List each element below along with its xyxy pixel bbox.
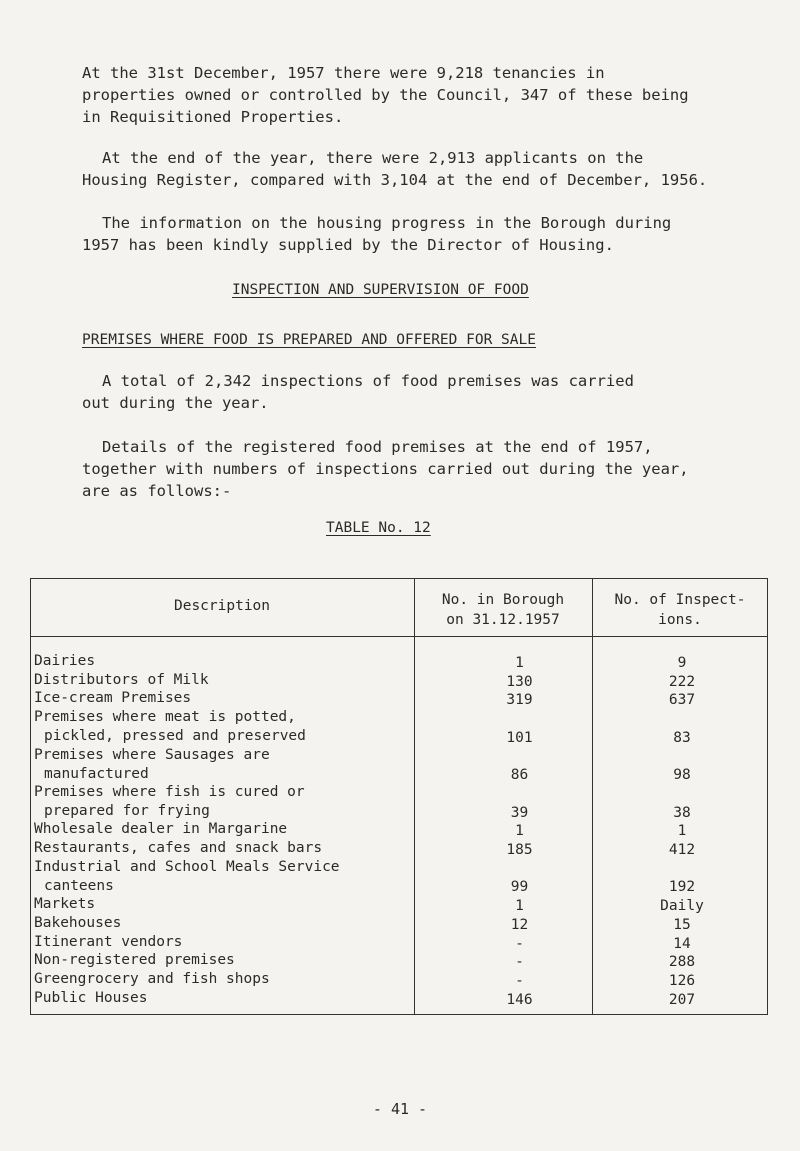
table-row	[32, 989, 768, 1008]
row-inspections: 222	[668, 673, 696, 690]
description-line: Markets	[34, 896, 96, 913]
description-line: Dairies	[34, 653, 96, 669]
row-description	[34, 970, 419, 989]
row-description	[34, 652, 419, 671]
header-line: No. of Inspect-	[614, 592, 746, 608]
header-line: ions.	[658, 612, 702, 628]
row-inspections: 15	[673, 916, 691, 933]
description-line: Public Houses	[34, 989, 148, 1006]
description-line: canteens	[44, 877, 114, 894]
table-row	[32, 858, 768, 895]
table-row	[32, 933, 768, 952]
description-line: Greengrocery and fish shops	[34, 970, 270, 987]
text-line: At the 31st December, 1957 there were 9,218 tenancies in	[82, 64, 605, 82]
description-line: Ice-cream Premises	[34, 690, 192, 707]
table-row	[32, 671, 768, 690]
row-description	[34, 839, 419, 858]
table-row	[32, 895, 768, 914]
row-inspections: 98	[673, 767, 691, 784]
row-inspections: 9	[677, 655, 687, 671]
row-inspections: Daily	[660, 898, 704, 915]
description-line: Premises where Sausages are	[34, 746, 270, 763]
text-line: together with numbers of inspections carried out during the year,	[82, 460, 689, 478]
row-description	[34, 689, 419, 708]
row-borough-count: 39	[510, 804, 529, 821]
description-line: Industrial and School Meals Service	[34, 858, 340, 875]
row-borough-count: 99	[510, 879, 529, 896]
description-line: prepared for frying	[44, 802, 210, 819]
row-inspections: 126	[668, 972, 696, 989]
description-line: Non-registered premises	[34, 952, 235, 969]
row-inspections: 412	[668, 842, 696, 858]
description-line: pickled, pressed and preserved	[44, 728, 306, 745]
row-borough-count: 319	[506, 692, 533, 709]
row-borough-count: 86	[510, 767, 529, 784]
heading-inspection: INSPECTION AND SUPERVISION OF FOOD	[232, 282, 529, 298]
text-line: out during the year.	[82, 394, 269, 412]
description-line: Restaurants, cafes and snack bars	[34, 840, 323, 856]
header-line: on 31.12.1957	[446, 612, 560, 628]
row-description	[34, 820, 419, 839]
row-description	[34, 951, 419, 970]
description-line: Wholesale dealer in Margarine	[34, 821, 288, 838]
row-inspections: 83	[673, 729, 691, 746]
row-borough-count: 1	[515, 655, 524, 671]
table-row	[32, 689, 768, 708]
description-line: Premises where meat is potted,	[34, 709, 296, 726]
row-description	[34, 671, 419, 690]
row-inspections: 38	[673, 804, 691, 821]
heading-premises: PREMISES WHERE FOOD IS PREPARED AND OFFERED FOR SALE	[82, 332, 536, 348]
row-borough-count: -	[515, 972, 524, 989]
row-description	[34, 746, 419, 784]
row-inspections: 14	[673, 935, 691, 952]
text-line: properties owned or controlled by the Council, 347 of these being	[82, 86, 689, 104]
page-number: - 41 -	[372, 1100, 428, 1118]
paragraph-housing-progress	[82, 212, 762, 256]
text-line: 1957 has been kindly supplied by the Director of Housing.	[82, 236, 614, 254]
text-line: The information on the housing progress in the Borough during	[102, 214, 672, 232]
text-line: At the end of the year, there were 2,913 applicants on the	[102, 149, 644, 167]
row-description	[34, 989, 419, 1008]
description-line: Premises where fish is cured or	[34, 783, 305, 800]
table-row	[32, 708, 768, 745]
row-borough-count: 1	[515, 898, 524, 915]
row-borough-count: -	[515, 954, 524, 971]
row-borough-count: 101	[506, 729, 533, 746]
description-line: Itinerant vendors	[34, 933, 183, 950]
row-description	[34, 783, 419, 821]
table-row	[32, 652, 768, 671]
description-line: manufactured	[44, 765, 149, 782]
table-row	[32, 914, 768, 933]
row-description	[34, 858, 419, 896]
header-line: No. in Borough	[441, 592, 565, 608]
row-borough-count: 130	[506, 673, 533, 690]
table-row	[32, 783, 768, 820]
header-inspections	[592, 590, 768, 630]
description-line: Bakehouses	[34, 914, 122, 931]
paragraph-details	[82, 436, 762, 502]
row-description	[34, 933, 419, 952]
text-line: Details of the registered food premises at the end of 1957,	[102, 438, 653, 456]
table-row	[32, 820, 768, 839]
row-description	[34, 895, 419, 914]
table-row	[32, 951, 768, 970]
paragraph-housing-register	[82, 147, 762, 191]
text-line: Housing Register, compared with 3,104 at the end of December, 1956.	[82, 171, 708, 189]
row-borough-count: 146	[506, 991, 533, 1008]
row-borough-count: 12	[510, 916, 529, 933]
table-row	[32, 839, 768, 858]
description-line: Distributors of Milk	[34, 671, 209, 688]
text-line: A total of 2,342 inspections of food premises was carried	[102, 372, 634, 390]
table-row	[32, 970, 768, 989]
header-borough-count	[414, 590, 592, 630]
row-inspections: 637	[668, 692, 696, 709]
header-divider	[30, 636, 768, 637]
row-borough-count: 1	[515, 823, 524, 840]
row-inspections: 288	[668, 954, 696, 971]
row-inspections: 1	[677, 823, 687, 840]
table-row	[32, 746, 768, 783]
header-description: Description	[173, 598, 271, 614]
row-borough-count: 185	[506, 842, 533, 858]
row-borough-count: -	[515, 935, 524, 952]
text-line: are as follows:-	[82, 482, 232, 500]
row-description	[34, 914, 419, 933]
text-line: in Requisitioned Properties.	[82, 108, 344, 126]
row-description	[34, 708, 419, 746]
table-title: TABLE No. 12	[326, 520, 431, 536]
row-inspections: 207	[668, 991, 696, 1008]
row-inspections: 192	[668, 879, 696, 896]
paragraph-total-inspections	[82, 370, 762, 414]
paragraph-tenancies	[82, 62, 742, 128]
